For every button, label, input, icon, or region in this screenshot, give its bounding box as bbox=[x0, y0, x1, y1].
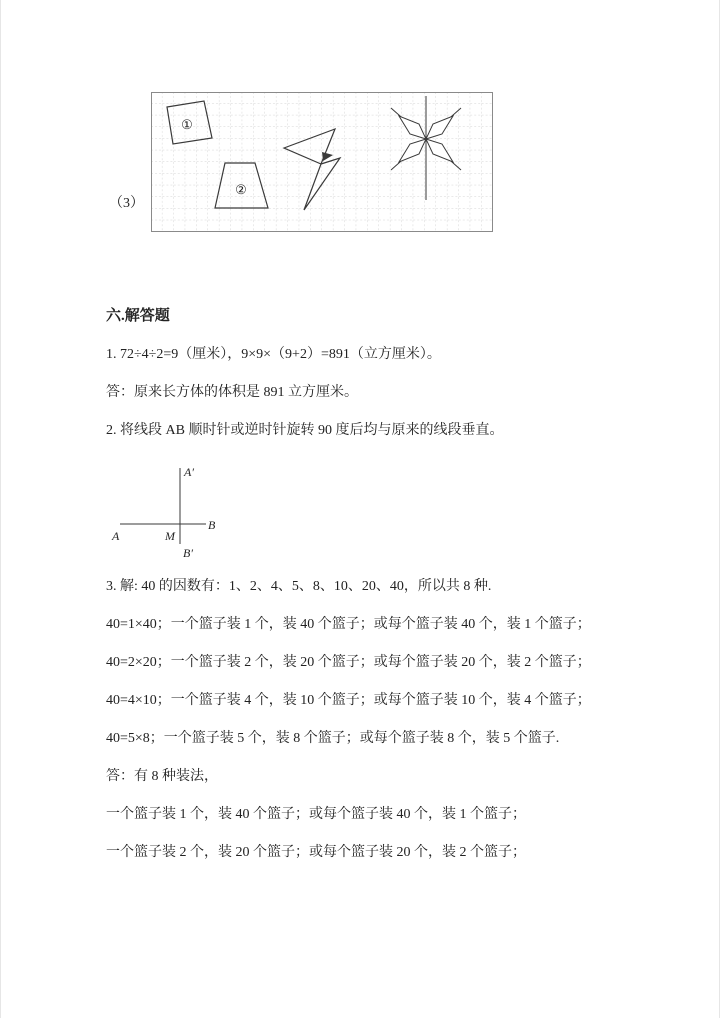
question3-line: 一个篮子装 1 个，装 40 个篮子；或每个篮子装 40 个，装 1 个篮子； bbox=[106, 807, 526, 822]
label-m: M bbox=[165, 529, 175, 543]
question3-line: 40=1×40；一个篮子装 1 个，装 40 个篮子；或每个篮子装 40 个，装 1 个篮子； bbox=[106, 617, 591, 632]
question3-line: 3. 解: 40 的因数有：1、2、4、5、8、10、20、40，所以共 8 种. bbox=[106, 579, 492, 594]
question3-line: 40=4×10；一个篮子装 4 个，装 10 个篮子；或每个篮子装 10 个，装 4 个篮子； bbox=[106, 693, 591, 708]
grid-figure bbox=[151, 92, 493, 232]
question1-work: 1. 72÷4÷2=9（厘米），9×9×（9+2）=891（立方厘米）。 bbox=[106, 347, 441, 362]
question3-answer: 答：有 8 种装法， bbox=[106, 769, 218, 784]
shape-2-label: ② bbox=[235, 182, 247, 197]
label-a-prime: A′ bbox=[184, 465, 194, 479]
question1-answer: 答：原来长方体的体积是 891 立方厘米。 bbox=[106, 385, 358, 400]
label-b-prime: B′ bbox=[183, 546, 193, 560]
answer-section bbox=[106, 306, 622, 876]
section-heading: 六.解答题 bbox=[106, 308, 170, 324]
question3-line: 40=5×8；一个篮子装 5 个，装 8 个篮子；或每个篮子装 8 个，装 5 个篮子. bbox=[106, 731, 560, 746]
label-a: A bbox=[112, 529, 120, 543]
shape-1-label: ① bbox=[181, 117, 193, 132]
question3-line: 40=2×20；一个篮子装 2 个，装 20 个篮子；或每个篮子装 20 个，装 2 个篮子； bbox=[106, 655, 591, 670]
question2-text: 2. 将线段 AB 顺时针或逆时针旋转 90 度后均与原来的线段垂直。 bbox=[106, 423, 504, 438]
perpendicular-lines-diagram bbox=[108, 460, 228, 560]
question3-line: 一个篮子装 2 个，装 20 个篮子；或每个篮子装 20 个，装 2 个篮子； bbox=[106, 845, 526, 860]
label-b: B bbox=[208, 518, 216, 532]
figure3-label: （3） bbox=[109, 196, 144, 211]
